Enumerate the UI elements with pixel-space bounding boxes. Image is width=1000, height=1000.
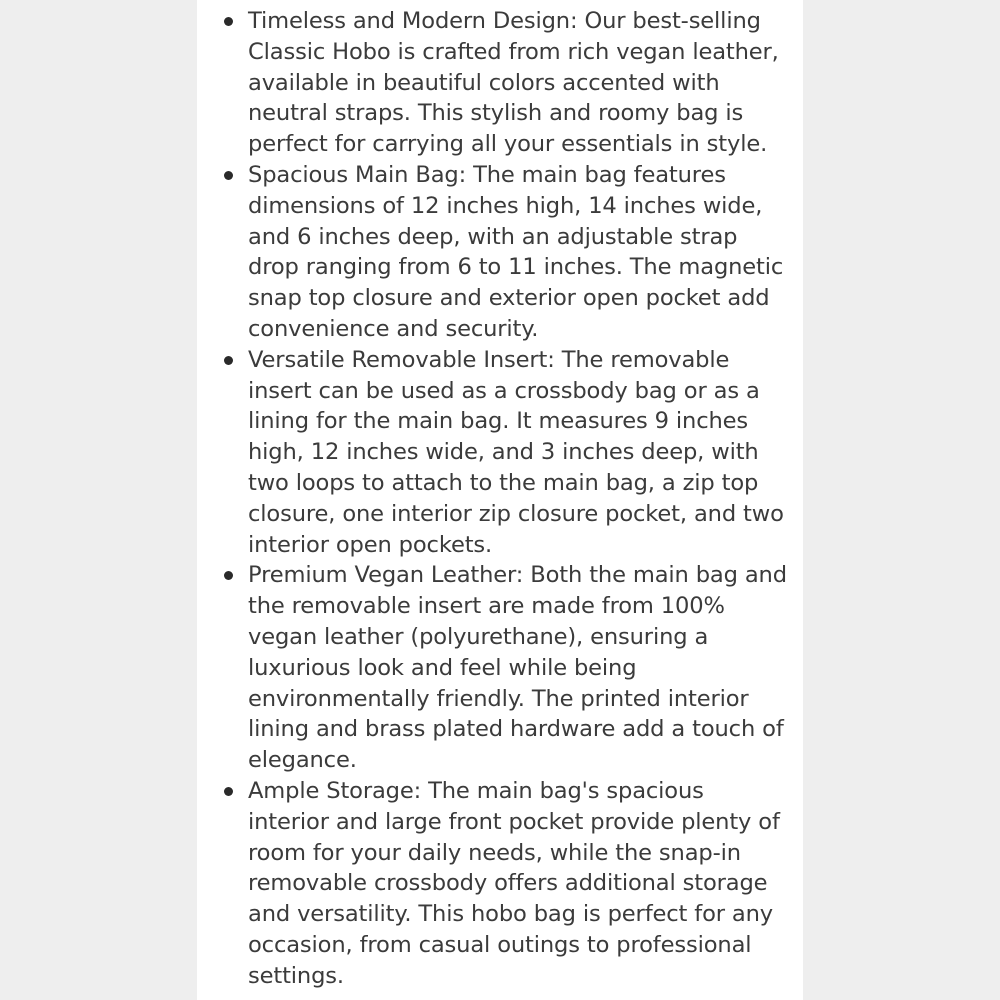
feature-bullet-leather — [248, 560, 788, 776]
bullet-dot-icon — [224, 787, 233, 796]
bullet-text: Ample Storage: The main bag's spacious interior and large front pocket provide plenty of room for your daily needs, while the snap-in removable crossbody offers additional storage and versatility. This hobo bag is perfect for any occasion, from casual outings to professional settings. — [248, 777, 780, 989]
product-description-panel — [197, 0, 803, 1000]
feature-bullet-insert — [248, 345, 788, 561]
bullet-dot-icon — [224, 171, 233, 180]
bullet-text: Versatile Removable Insert: The removable insert can be used as a crossbody bag or as a lining for the main bag. It measures 9 inches high, 12 inches wide, and 3 inches deep, with two loops to attach to the main bag, a zip top closure, one interior zip closure pocket, and two interior open pockets. — [248, 346, 784, 558]
bullet-text: Premium Vegan Leather: Both the main bag and the removable insert are made from 100% vegan leather (polyurethane), ensuring a luxurious look and feel while being environmentally friendly. The printed interior lining and brass plated hardware add a touch of elegance. — [248, 562, 787, 774]
bullet-text: Spacious Main Bag: The main bag features dimensions of 12 inches high, 14 inches wide, and 6 inches deep, with an adjustable strap drop ranging from 6 to 11 inches. The magnetic snap top closure and exterior open pocket add convenience and security. — [248, 161, 784, 342]
feature-bullet-main-bag — [248, 160, 788, 345]
feature-bullet-list — [248, 6, 788, 992]
bullet-dot-icon — [224, 356, 233, 365]
bullet-dot-icon — [224, 17, 233, 26]
feature-bullet-design — [248, 6, 788, 160]
bullet-dot-icon — [224, 571, 233, 580]
feature-bullet-storage — [248, 776, 788, 992]
bullet-text: Timeless and Modern Design: Our best-selling Classic Hobo is crafted from rich vegan leather, available in beautiful colors accented with neutral straps. This stylish and roomy bag is perfect for carrying all your essentials in style. — [248, 8, 779, 158]
